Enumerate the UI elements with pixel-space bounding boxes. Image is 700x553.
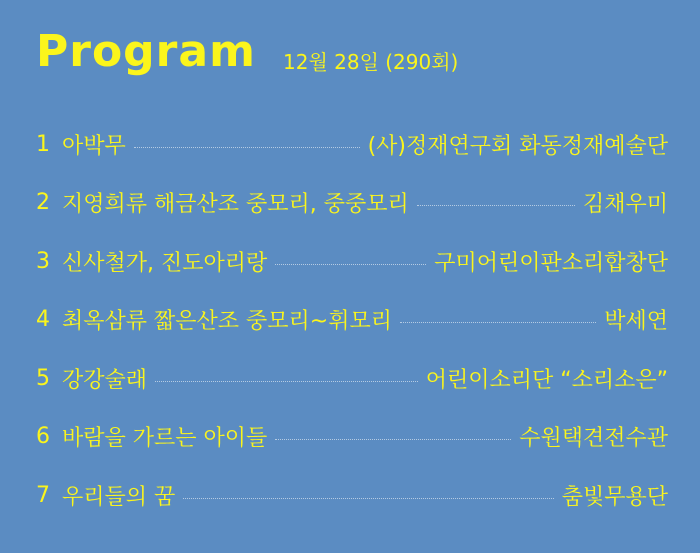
program-item	[36, 475, 668, 515]
piece-title: 우리들의 꿈	[62, 484, 176, 510]
performer-name: 어린이소리단 “소리소은”	[425, 367, 668, 393]
dotted-leader	[417, 205, 575, 206]
program-item	[36, 183, 668, 223]
performer-name: 춤빛무용단	[561, 484, 668, 510]
performer-name: 박세연	[604, 309, 668, 334]
performer-name: 구미어린이판소리합창단	[434, 250, 668, 276]
program-item	[36, 241, 668, 281]
item-number: 2	[36, 190, 50, 215]
item-number: 4	[36, 307, 50, 332]
item-number: 7	[36, 482, 50, 508]
dotted-leader	[134, 147, 360, 148]
program-list	[36, 124, 668, 534]
performer-name: 수원택견전수관	[519, 426, 668, 451]
program-item	[36, 358, 668, 398]
piece-title: 신사철가, 진도아리랑	[62, 250, 268, 276]
piece-title: 최옥삼류 짧은산조 중모리~휘모리	[62, 309, 392, 334]
page-title: Program	[36, 26, 256, 77]
performer-name: 김채우미	[582, 192, 668, 217]
piece-title: 지영희류 해금산조 중모리, 중중모리	[62, 192, 409, 217]
dotted-leader	[183, 498, 553, 499]
piece-title: 강강술래	[62, 367, 148, 393]
performer-name: (사)정재연구회 화동정재예술단	[367, 133, 668, 159]
performance-date: 12월 28일 (290회)	[283, 50, 459, 74]
dotted-leader	[155, 381, 418, 382]
dotted-leader	[275, 439, 511, 440]
piece-title: 아박무	[62, 133, 126, 159]
item-number: 6	[36, 424, 50, 449]
item-number: 1	[36, 131, 50, 157]
program-item	[36, 417, 668, 457]
item-number: 5	[36, 365, 50, 391]
piece-title: 바람을 가르는 아이들	[62, 426, 268, 451]
item-number: 3	[36, 248, 50, 274]
dotted-leader	[275, 264, 426, 265]
program-item	[36, 124, 668, 164]
program-item	[36, 300, 668, 340]
dotted-leader	[400, 322, 596, 323]
